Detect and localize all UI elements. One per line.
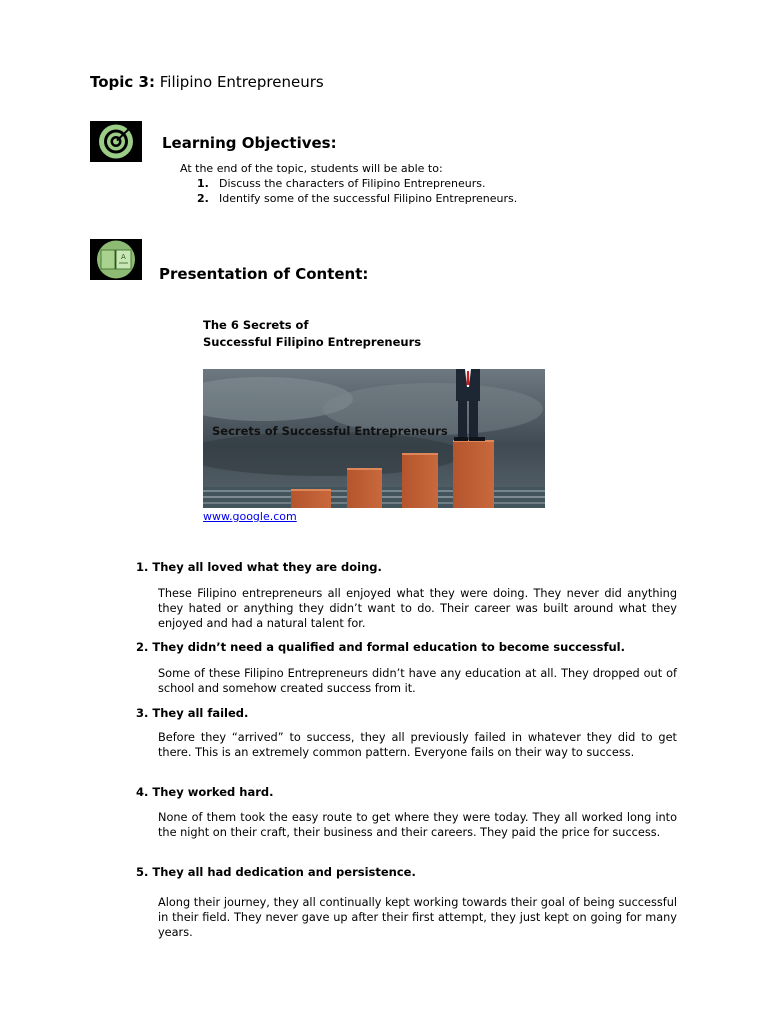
objective-number: 1. bbox=[197, 177, 209, 190]
topic-heading bbox=[90, 73, 324, 91]
objective-text: Discuss the characters of Filipino Entrepreneurs. bbox=[219, 177, 486, 190]
topic-label: Topic 3: bbox=[90, 73, 155, 91]
svg-text:A: A bbox=[121, 253, 126, 261]
learning-objectives-heading: Learning Objectives: bbox=[162, 134, 337, 152]
secret-title: 4. They worked hard. bbox=[136, 785, 274, 799]
objective-item bbox=[197, 177, 486, 190]
image-caption: Secrets of Successful Entrepreneurs bbox=[212, 424, 448, 438]
topic-title: Filipino Entrepreneurs bbox=[159, 73, 324, 91]
secret-body: Along their journey, they all continually kept working towards their goal of being successful in their field. They never gave up after their first attempt, they just kept on going for many years. bbox=[158, 896, 677, 939]
secret-body: These Filipino entrepreneurs all enjoyed what they were doing. They never did anything they hated or anything they didn’t want to do. Their career was built around what they enjoyed and had a natural talent for. bbox=[158, 587, 677, 630]
objective-item bbox=[197, 192, 517, 205]
secret-body: Some of these Filipino Entrepreneurs didn’t have any education at all. They dropped out of school and somehow created success from it. bbox=[158, 667, 677, 695]
presentation-heading: Presentation of Content: bbox=[159, 265, 369, 283]
book-icon bbox=[90, 239, 142, 280]
secret-title: 3. They all failed. bbox=[136, 706, 249, 720]
objective-number: 2. bbox=[197, 192, 209, 205]
secret-body: Before they “arrived” to success, they all previously failed in whatever they did to get there. This is an extremely common pattern. Everyone fails on their way to success. bbox=[158, 731, 677, 759]
figure-title-line: Successful Filipino Entrepreneurs bbox=[203, 335, 422, 349]
secret-title: 1. They all loved what they are doing. bbox=[136, 560, 382, 574]
secret-body: None of them took the easy route to get where they were today. They all worked long into the night on their craft, their business and their careers. They paid the price for success. bbox=[158, 811, 677, 839]
objectives-intro: At the end of the topic, students will be able to: bbox=[180, 162, 443, 175]
entrepreneur-stairs-image bbox=[203, 369, 545, 508]
secret-title: 2. They didn’t need a qualified and formal education to become successful. bbox=[136, 640, 625, 654]
source-link[interactable]: www.google.com bbox=[203, 510, 297, 523]
figure-title bbox=[203, 317, 421, 351]
target-icon bbox=[90, 121, 142, 162]
objective-text: Identify some of the successful Filipino Entrepreneurs. bbox=[219, 192, 518, 205]
secret-title: 5. They all had dedication and persistence. bbox=[136, 865, 416, 879]
figure-title-line: The 6 Secrets of bbox=[203, 318, 309, 332]
